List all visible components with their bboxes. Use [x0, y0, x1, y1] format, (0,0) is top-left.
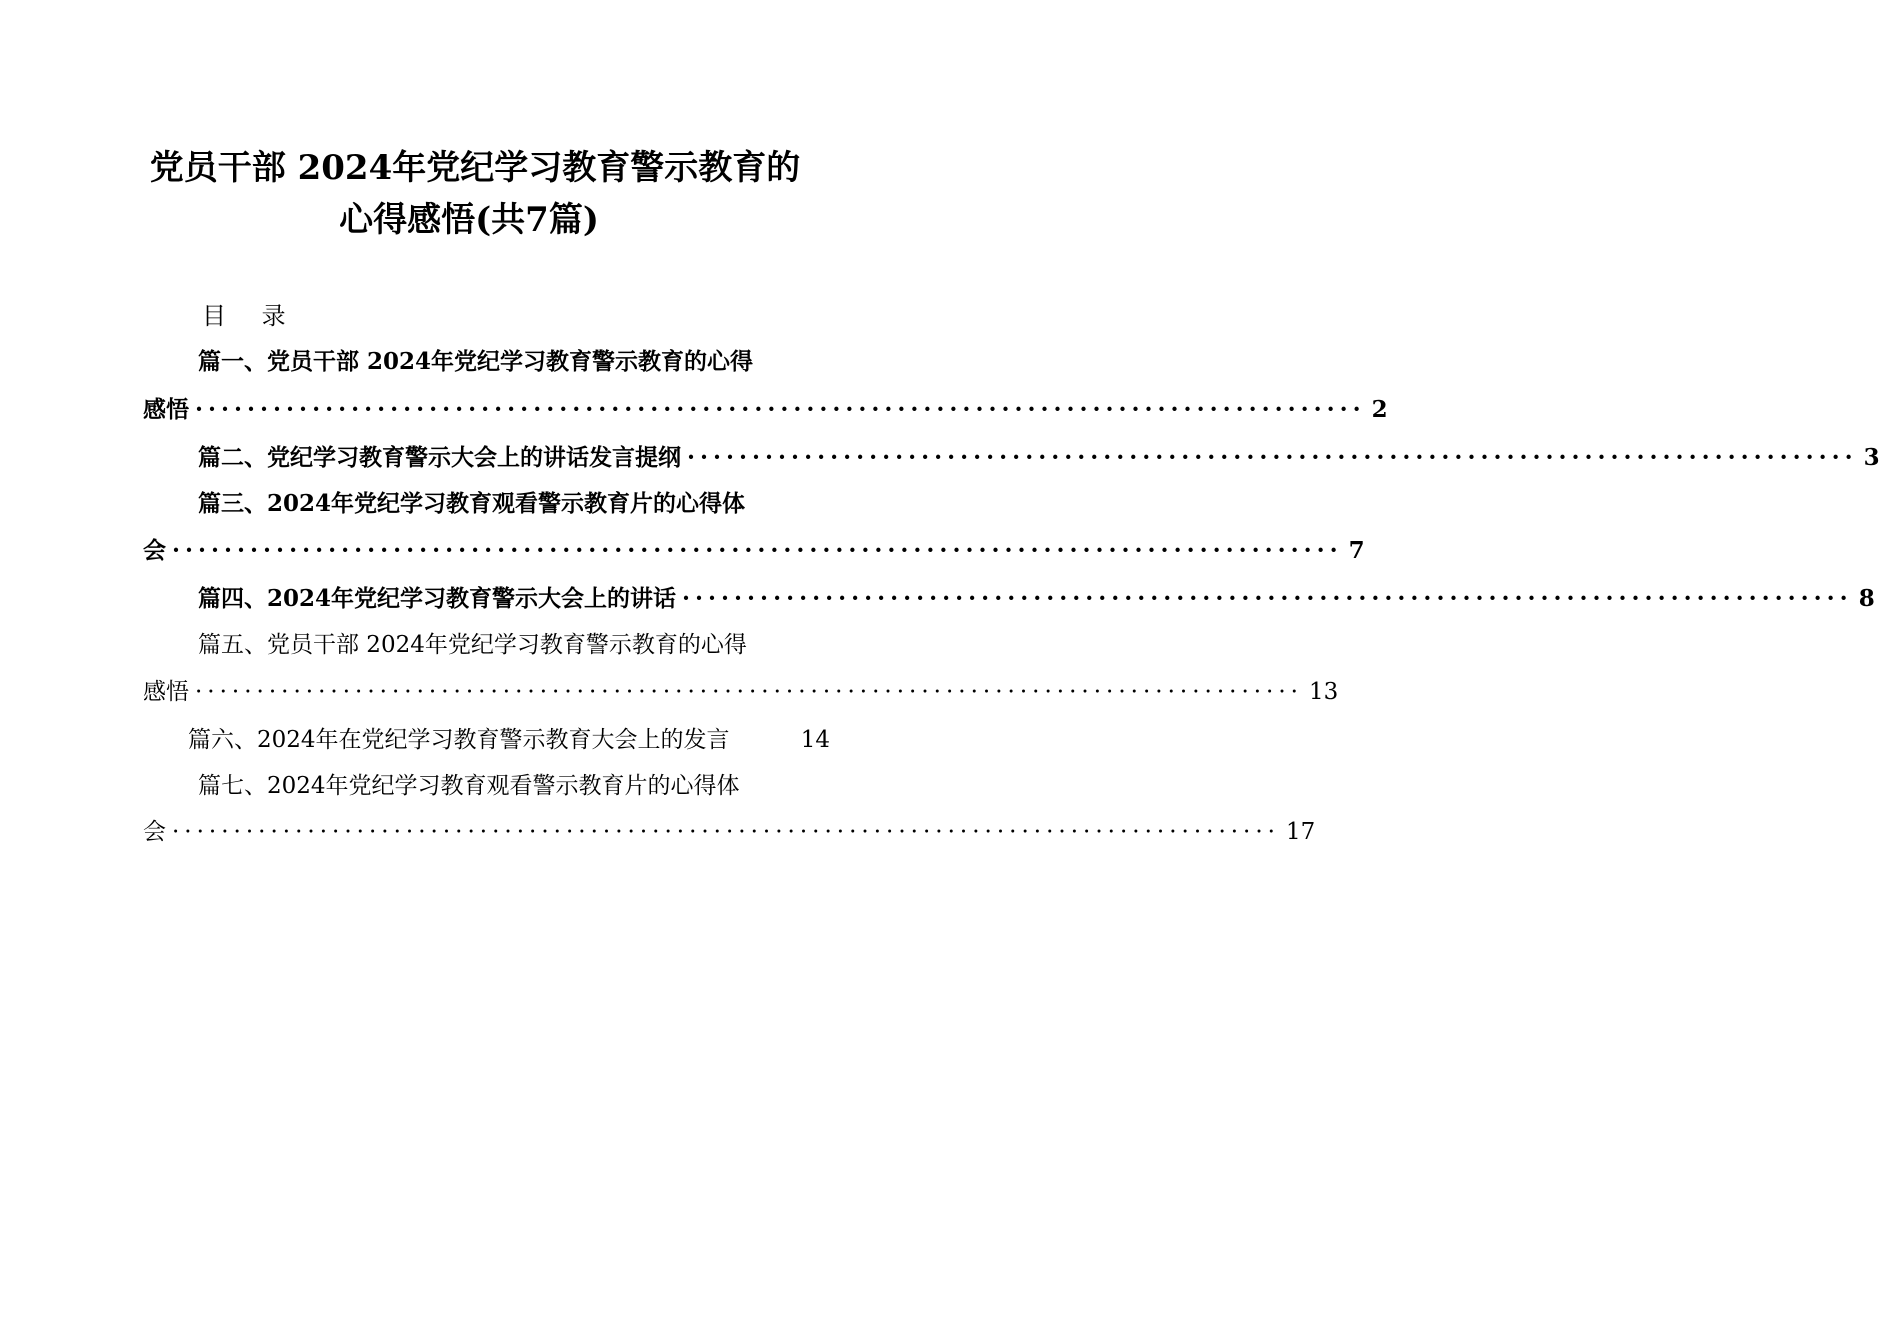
dot-leader: ··························································································	[687, 444, 1858, 471]
toc-entry-7-title: 篇七、2024年党纪学习教育观看警示教育片的心得体	[198, 773, 740, 799]
toc-entry-2-line-1[interactable]	[198, 441, 1880, 475]
toc-entry-3-title: 篇三、2024年党纪学习教育观看警示教育片的心得体	[198, 490, 746, 517]
toc-entry-2-page: 3	[1863, 444, 1880, 471]
toc-entry-1-page: 2	[1371, 396, 1388, 423]
toc-entry-5-page: 13	[1309, 679, 1339, 705]
toc-entry-3-line-1[interactable]	[198, 487, 818, 521]
toc-entry-4-line-1[interactable]	[198, 582, 1875, 616]
toc-entry-3-title-continued: 会	[143, 537, 166, 564]
dot-leader: ··························································································	[682, 585, 1853, 612]
toc-entry-6-page: 14	[800, 727, 830, 753]
toc-entry-7-page: 17	[1286, 819, 1316, 845]
toc-entry-5-line-1[interactable]	[198, 628, 818, 662]
dot-leader: ··························································································	[195, 679, 1303, 705]
dot-leader: ··························································································	[172, 819, 1280, 845]
toc-entry-7-line-2[interactable]	[143, 815, 1316, 849]
toc-entry-1-title-continued: 感悟	[143, 396, 189, 423]
toc-entry-2-title: 篇二、党纪学习教育警示大会上的讲话发言提纲	[198, 444, 681, 471]
toc-entry-1-line-2[interactable]	[143, 393, 1388, 427]
toc-entry-6-title: 篇六、2024年在党纪学习教育警示教育大会上的发言	[188, 727, 730, 753]
toc-entry-3-page: 7	[1348, 537, 1365, 564]
toc-entry-5-line-2[interactable]	[143, 675, 1339, 709]
toc-entry-7-title-continued: 会	[143, 819, 166, 845]
document-title-line-2: 心得感悟(共7篇)	[339, 200, 599, 240]
toc-entry-1-title: 篇一、党员干部 2024年党纪学习教育警示教育的心得	[198, 348, 754, 375]
toc-entry-4-page: 8	[1858, 585, 1875, 612]
toc-entry-4-title: 篇四、2024年党纪学习教育警示大会上的讲话	[198, 585, 677, 612]
toc-entry-3-line-2[interactable]	[143, 534, 1365, 568]
document-title-line-1: 党员干部 2024年党纪学习教育警示教育的	[149, 148, 801, 188]
toc-heading: 目 录	[202, 302, 300, 330]
toc-entry-1-line-1[interactable]	[198, 345, 818, 379]
toc-entry-6-line-1[interactable]	[188, 723, 830, 757]
toc-entry-5-title: 篇五、党员干部 2024年党纪学习教育警示教育的心得	[198, 632, 747, 658]
toc-entry-7-line-1[interactable]	[198, 769, 818, 803]
dot-leader: ··························································································	[172, 537, 1343, 564]
toc-entry-5-title-continued: 感悟	[143, 679, 189, 705]
dot-leader: ··························································································	[195, 396, 1366, 423]
